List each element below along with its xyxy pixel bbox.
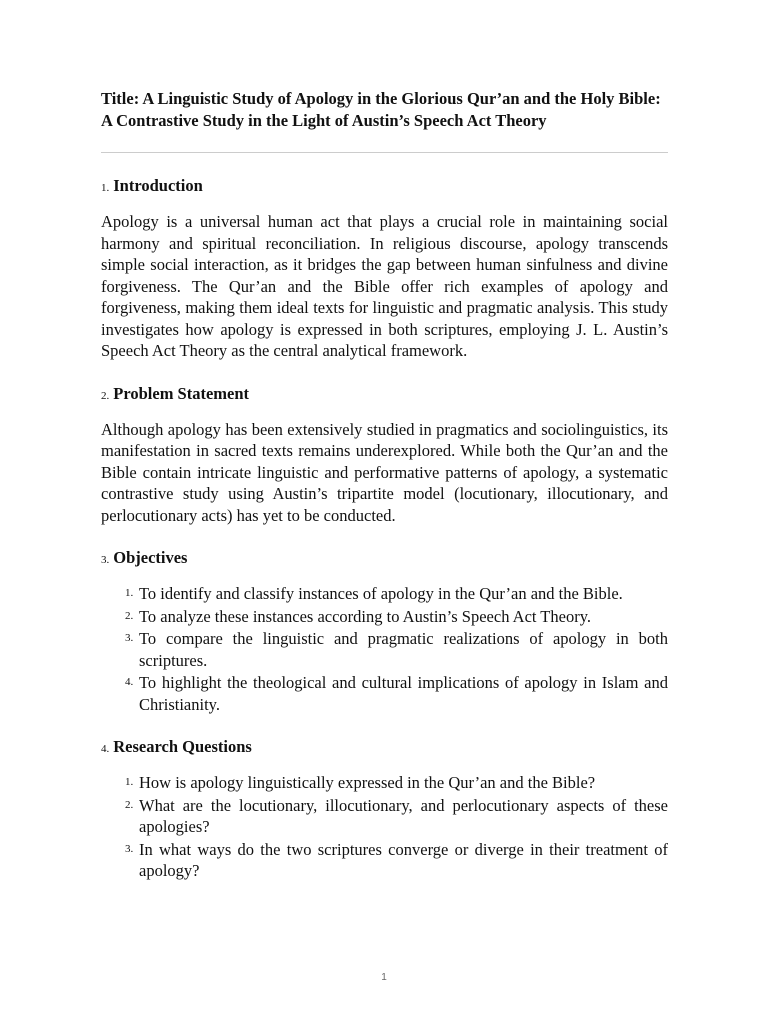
section-heading — [101, 736, 668, 760]
list-item — [125, 672, 668, 715]
section-research-questions — [101, 736, 668, 882]
section-introduction — [101, 175, 668, 362]
section-heading — [101, 547, 668, 571]
section-heading — [101, 175, 668, 199]
title-line-1: Title: A Linguistic Study of Apology in the Glorious Qur’an and the Holy Bible: — [101, 89, 661, 108]
list-marker: 3. — [125, 632, 134, 644]
title-divider — [101, 152, 668, 153]
list-marker: 3. — [125, 842, 134, 855]
list-marker: 4. — [125, 676, 134, 688]
section-heading-text: Problem Statement — [113, 383, 250, 403]
section-objectives — [101, 547, 668, 715]
document-page — [101, 88, 668, 883]
list-item-text: To identify and classify instances of apology in the Qur’an and the Bible. — [139, 584, 623, 603]
list-item — [125, 628, 668, 671]
list-item-text: To highlight the theological and cultural implications of apology in Islam and Christianity. — [139, 673, 668, 714]
section-heading-text: Introduction — [113, 176, 203, 195]
section-number: 3. — [101, 554, 110, 566]
title-line-2: A Contrastive Study in the Light of Austin’s Speech Act Theory — [101, 111, 547, 130]
list-item — [125, 583, 668, 605]
section-problem-statement — [101, 383, 668, 527]
research-questions-list — [101, 772, 668, 882]
list-item-text: To analyze these instances according to Austin’s Speech Act Theory. — [139, 606, 592, 626]
list-item — [125, 839, 668, 882]
section-heading — [101, 383, 668, 407]
section-number: 2. — [101, 389, 110, 402]
list-item-text: How is apology linguistically expressed in the Qur’an and the Bible? — [139, 773, 596, 792]
list-item-text: What are the locutionary, illocutionary, and perlocutionary aspects of these apologies? — [139, 795, 668, 836]
page-number: 1 — [381, 972, 387, 983]
list-marker: 2. — [125, 609, 134, 622]
section-number: 1. — [101, 182, 110, 194]
section-heading-text: Research Questions — [113, 737, 252, 756]
list-marker: 1. — [125, 776, 134, 788]
list-item-text: In what ways do the two scriptures converge or diverge in their treatment of apology? — [139, 839, 668, 880]
list-marker: 1. — [125, 587, 134, 599]
section-number: 4. — [101, 743, 110, 755]
section-heading-text: Objectives — [113, 548, 188, 567]
list-item — [125, 606, 668, 628]
list-item — [125, 772, 668, 794]
document-title — [101, 88, 668, 132]
list-item — [125, 795, 668, 838]
problem-statement-paragraph: Although apology has been extensively studied in pragmatics and sociolinguistics, its manifestation in sacred texts remains underexplored. While both the Qur’an and the Bible contain intricate linguistic and performative patterns of apology, a systematic contrastive study using Austin’s tripartite model (locutionary, illocutionary, and perlocutionary acts) has yet to be conducted. — [101, 419, 668, 525]
list-item-text: To compare the linguistic and pragmatic realizations of apology in both scriptures. — [139, 629, 668, 670]
objectives-list — [101, 583, 668, 715]
list-marker: 2. — [125, 798, 134, 811]
introduction-paragraph: Apology is a universal human act that plays a crucial role in maintaining social harmony and spiritual reconciliation. In religious discourse, apology transcends simple social interaction, as it bridges the gap between human sinfulness and divine forgiveness. The Qur’an and the Bible offer rich examples of apology and forgiveness, making them ideal texts for linguistic and pragmatic analysis. This study investigates how apology is expressed in both scriptures, employing J. L. Austin’s Speech Act Theory as the central analytical framework. — [101, 212, 668, 360]
